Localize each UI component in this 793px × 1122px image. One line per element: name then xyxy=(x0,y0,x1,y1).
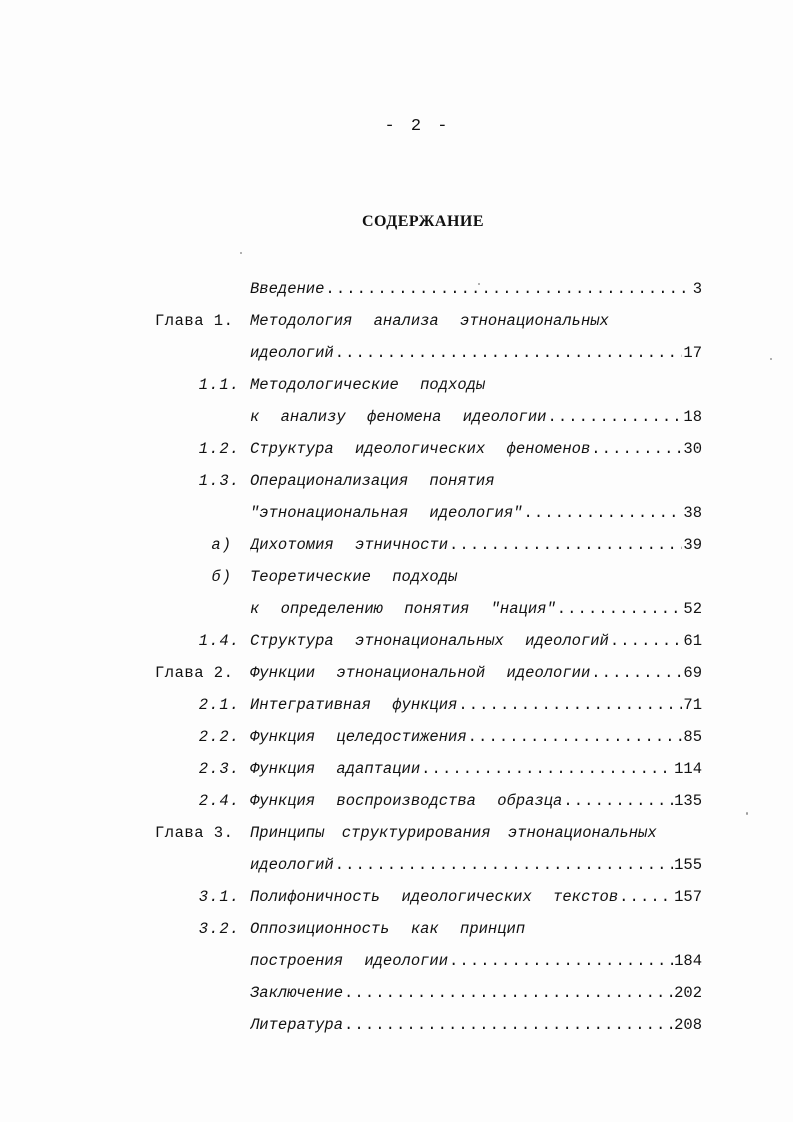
dot-leader xyxy=(591,661,682,685)
dot-leader xyxy=(563,789,673,813)
toc-page-number: 157 xyxy=(674,888,702,906)
toc-page-number: 17 xyxy=(683,344,702,362)
toc-page-number: 155 xyxy=(674,856,702,874)
toc-section-label: 2.4. xyxy=(198,792,240,810)
toc-entry-subpoint-a xyxy=(0,533,793,557)
toc-entry-introduction xyxy=(0,277,793,301)
toc-entry-section-1-1-cont xyxy=(0,405,793,429)
dot-leader xyxy=(458,693,682,717)
toc-section-label: 2.1. xyxy=(198,696,240,714)
toc-page-number: 85 xyxy=(683,728,702,746)
toc-title: СОДЕРЖАНИЕ xyxy=(361,213,485,230)
dot-leader xyxy=(335,853,673,877)
toc-entry-text: Функция целедостижения xyxy=(250,728,467,746)
toc-entry-text: Операционализация понятия xyxy=(250,472,495,490)
toc-entry-text: идеологий xyxy=(250,856,334,874)
toc-section-label: 3.2. xyxy=(198,920,240,938)
toc-entry-text: Принципы структурирования этнонациональных xyxy=(250,824,657,842)
toc-entry-section-2-4 xyxy=(0,789,793,813)
toc-page-number: 39 xyxy=(683,536,702,554)
toc-page-number: 38 xyxy=(683,504,702,522)
toc-subpoint-label: а) xyxy=(211,536,232,554)
toc-page-number: 208 xyxy=(674,1016,702,1034)
dot-leader xyxy=(344,1013,673,1037)
toc-chapter-label: Глава 3. xyxy=(155,824,234,842)
toc-entry-text: Функция воспроизводства образца xyxy=(250,792,563,810)
toc-page-number: 202 xyxy=(674,984,702,1002)
toc-entry-conclusion xyxy=(0,981,793,1005)
toc-section-label: 1.1. xyxy=(198,376,240,394)
page-number: - 2 - xyxy=(384,117,451,136)
dot-leader xyxy=(547,405,682,429)
toc-entry-text: Структура этнонациональных идеологий xyxy=(250,632,609,650)
toc-entry-text: Полифоничность идеологических текстов xyxy=(250,888,619,906)
dot-leader xyxy=(523,501,682,525)
toc-entry-section-2-1 xyxy=(0,693,793,717)
toc-entry-section-3-2 xyxy=(0,917,793,941)
toc-entry-text: Методологические подходы xyxy=(250,376,486,394)
scan-speck xyxy=(240,252,242,254)
toc-page-number: 135 xyxy=(674,792,702,810)
scan-speck xyxy=(478,283,480,285)
dot-leader xyxy=(449,949,673,973)
toc-entry-text: Функция адаптации xyxy=(250,760,421,778)
toc-subpoint-label: б) xyxy=(211,568,232,586)
scan-speck xyxy=(746,812,748,815)
toc-entry-text: "этнонациональная идеология" xyxy=(250,504,523,522)
toc-entry-subpoint-b-cont xyxy=(0,597,793,621)
toc-entry-text: к анализу феномена идеологии xyxy=(250,408,547,426)
toc-entry-text: Теоретические подходы xyxy=(250,568,458,586)
toc-section-label: 1.3. xyxy=(198,472,240,490)
toc-chapter-label: Глава 2. xyxy=(155,664,234,682)
dot-leader xyxy=(591,437,682,461)
toc-entry-text: Заключение xyxy=(250,984,344,1002)
toc-entry-text: Введение xyxy=(250,280,325,298)
toc-entry-section-1-4 xyxy=(0,629,793,653)
toc-page-number: 30 xyxy=(683,440,702,458)
toc-entry-chapter-2 xyxy=(0,661,793,685)
dot-leader xyxy=(610,629,683,653)
toc-section-label: 3.1. xyxy=(198,888,240,906)
toc-entry-text: идеологий xyxy=(250,344,334,362)
toc-entry-section-1-2 xyxy=(0,437,793,461)
toc-entry-section-1-1 xyxy=(0,373,793,397)
toc-entry-chapter-1-cont xyxy=(0,341,793,365)
toc-entry-section-1-3 xyxy=(0,469,793,493)
toc-entry-chapter-3 xyxy=(0,821,793,845)
toc-entry-chapter-1 xyxy=(0,309,793,333)
dot-leader xyxy=(619,885,673,909)
toc-entry-text: построения идеологии xyxy=(250,952,449,970)
dot-leader xyxy=(557,597,683,621)
toc-page-number: 184 xyxy=(674,952,702,970)
toc-section-label: 1.4. xyxy=(198,632,240,650)
toc-entry-text: Литература xyxy=(250,1016,344,1034)
dot-leader xyxy=(344,981,673,1005)
toc-section-label: 2.3. xyxy=(198,760,240,778)
toc-page-number: 52 xyxy=(683,600,702,618)
toc-entry-chapter-3-cont xyxy=(0,853,793,877)
dot-leader xyxy=(325,277,691,301)
toc-section-label: 2.2. xyxy=(198,728,240,746)
toc-page-number: 71 xyxy=(683,696,702,714)
toc-page-number: 114 xyxy=(674,760,702,778)
toc-entry-section-2-3 xyxy=(0,757,793,781)
dot-leader xyxy=(421,757,673,781)
toc-entry-text: Интегративная функция xyxy=(250,696,458,714)
dot-leader xyxy=(468,725,683,749)
toc-entry-text: Методология анализа этнонациональных xyxy=(250,312,609,330)
toc-chapter-label: Глава 1. xyxy=(155,312,234,330)
toc-section-label: 1.2. xyxy=(198,440,240,458)
toc-entry-section-2-2 xyxy=(0,725,793,749)
toc-entry-text: Функции этнонациональной идеологии xyxy=(250,664,591,682)
dot-leader xyxy=(449,533,682,557)
toc-page-number: 61 xyxy=(683,632,702,650)
dot-leader xyxy=(335,341,683,365)
scan-speck xyxy=(770,358,772,360)
toc-entry-text: к определению понятия "нация" xyxy=(250,600,556,618)
toc-entry-subpoint-b xyxy=(0,565,793,589)
toc-entry-text: Оппозиционность как принцип xyxy=(250,920,526,938)
toc-page-number: 18 xyxy=(683,408,702,426)
toc-entry-text: Структура идеологических феноменов xyxy=(250,440,591,458)
toc-page-number: 69 xyxy=(683,664,702,682)
toc-entry-text: Дихотомия этничности xyxy=(250,536,449,554)
toc-entry-section-1-3-cont xyxy=(0,501,793,525)
toc-entry-literature xyxy=(0,1013,793,1037)
toc-entry-section-3-2-cont xyxy=(0,949,793,973)
toc-entry-section-3-1 xyxy=(0,885,793,909)
toc-page-number: 3 xyxy=(692,280,702,298)
